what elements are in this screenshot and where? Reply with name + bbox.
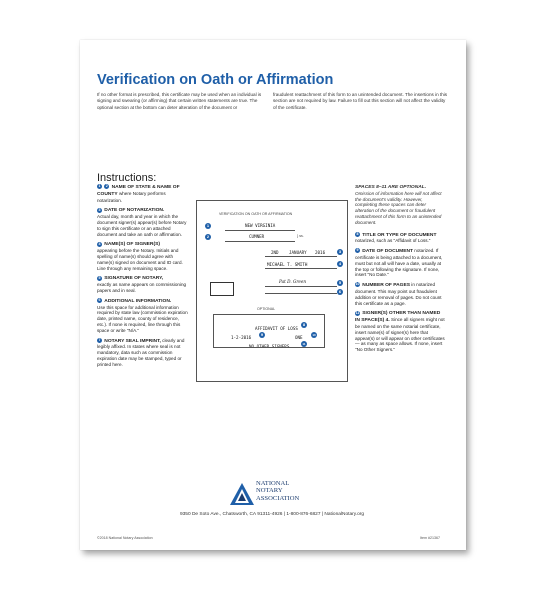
form-doc-date-value: 1-2-2016 bbox=[231, 335, 252, 340]
step-number-badge: 1 bbox=[98, 184, 101, 189]
form-optional-label: OPTIONAL bbox=[257, 307, 276, 311]
step-number-badge: 5 bbox=[98, 275, 101, 280]
page-title: Verification on Oath or Affirmation bbox=[97, 72, 334, 88]
form-callout-badge: 1 bbox=[206, 223, 210, 228]
form-ss-text: } ss. bbox=[297, 234, 304, 238]
item-code: Item #21367 bbox=[420, 536, 440, 540]
instruction-item bbox=[355, 282, 445, 306]
instruction-head: SIGNATURE OF NOTARY, bbox=[104, 276, 164, 282]
instruction-head: NAME(S) OF SIGNER(S) bbox=[104, 242, 160, 248]
instruction-item bbox=[97, 338, 189, 368]
form-callout-badge: 8 bbox=[302, 322, 306, 327]
step-number-badge: 11 bbox=[355, 310, 360, 315]
form-header-text: VERIFICATION ON OATH OR AFFIRMATION bbox=[219, 212, 293, 216]
optional-note-body: Omission of information here will not affect the document's validity. However, completing these spaces can deter alteration of the document or fraudulent reattachment of this form to an unintended document. bbox=[355, 190, 442, 225]
nna-triangle-logo-icon bbox=[229, 482, 255, 506]
instruction-item bbox=[97, 275, 189, 293]
instructions-right-column bbox=[355, 184, 445, 357]
instructions-heading: Instructions: bbox=[97, 172, 157, 184]
form-line bbox=[225, 241, 295, 242]
form-doc-title-value: AFFIDAVIT OF LOSS bbox=[255, 326, 298, 331]
instruction-body: Actual day, month and year in which the document signer(s) appear(s) before Notary to sign this certificate or an attached document and take an oath or affirmation. bbox=[97, 214, 187, 237]
form-callout-badge: 5 bbox=[338, 280, 342, 285]
form-callout-badge: 11 bbox=[302, 342, 306, 346]
instruction-body: notarized. If certificate is being attached to a document, must but not all will have a date, usually at the top or following the signature. If none, insert "No Date." bbox=[355, 248, 443, 278]
notary-signature: Pat D. Green bbox=[279, 279, 307, 284]
form-date-month: JANUARY bbox=[289, 250, 307, 255]
optional-section-box bbox=[213, 314, 325, 348]
form-callout-badge: 4 bbox=[338, 261, 342, 266]
instruction-head: DATE OF DOCUMENT bbox=[362, 249, 413, 255]
step-number-badge: 7 bbox=[98, 337, 101, 342]
copyright-text: ©2018 National Notary Association bbox=[97, 536, 153, 540]
form-callout-badge: 2 bbox=[206, 234, 210, 239]
instruction-body: appearing before the Notary. Initials and spelling of name(s) should agree with name(s) signed on document and ID card. Line through any remaining space. bbox=[97, 248, 183, 271]
optional-note-head: SPACES 8–11 ARE OPTIONAL. bbox=[355, 185, 427, 190]
instruction-item bbox=[97, 241, 189, 271]
instruction-item bbox=[355, 248, 445, 278]
step-number-badge: 6 bbox=[98, 298, 101, 303]
instruction-head: SIGNER(S) OTHER THAN NAMED IN SPACE(S) 4. bbox=[355, 311, 441, 324]
org-name-line: NATIONAL bbox=[256, 480, 290, 487]
form-signer-value: MICHAEL T. SMITH bbox=[267, 262, 308, 267]
instruction-body: Use this space for additional information required by state law (commission expiration date, printed name, county of residence, etc.). If none is required, line through this space or write "N/A." bbox=[97, 304, 188, 333]
instruction-body: notarized, such as "Affidavit of Loss." bbox=[355, 238, 431, 244]
step-number-badge: 9 bbox=[356, 248, 359, 253]
instruction-head: NUMBER OF PAGES bbox=[362, 283, 411, 289]
form-callout-badge: 6 bbox=[338, 289, 342, 294]
instruction-body: in notarized document. This may point out fraudulent addition or removal of pages. Do not count this certificate as a page. bbox=[355, 282, 442, 306]
instruction-item bbox=[97, 184, 189, 203]
form-callout-badge: 9 bbox=[260, 332, 264, 337]
instruction-head: ADDITIONAL INFORMATION. bbox=[104, 298, 172, 304]
form-callout-badge: 3 bbox=[338, 249, 342, 254]
optional-note bbox=[355, 184, 445, 226]
intro-right-text: fraudulent reattachment of this form to an unintended document. The insertions in this section are not required by law. Failure to fill out this section will not affect the validity of the certificate. bbox=[273, 92, 448, 110]
contact-address: 9350 De Soto Ave., Chatsworth, CA 91311-4926 | 1-800-876-6827 | NationalNotary.org bbox=[179, 512, 365, 517]
organization-name bbox=[256, 480, 299, 502]
form-state-value: NEW VIRGINIA bbox=[245, 223, 276, 228]
form-county-value: CUMNER bbox=[249, 234, 265, 239]
form-line bbox=[265, 256, 337, 257]
form-date-year: 2016 bbox=[315, 250, 326, 255]
form-pages-value: ONE bbox=[295, 335, 303, 340]
step-number-badge: 4 bbox=[98, 241, 101, 246]
step-number-badge: 8 bbox=[356, 231, 359, 236]
instruction-body: exactly as name appears on commissioning papers and in seal. bbox=[97, 282, 187, 293]
org-name-line: NOTARY bbox=[256, 487, 283, 495]
intro-left-text: If no other format is prescribed, this certificate may be used when an individual is signing and swearing (or affirming) that certain written statements are true. The optional section at the bottom can deter alteration of the document or bbox=[97, 92, 262, 110]
form-line bbox=[225, 230, 295, 231]
instruction-item bbox=[355, 232, 445, 245]
step-number-badge: 2 bbox=[105, 184, 108, 189]
instruction-item bbox=[355, 310, 445, 353]
org-name-line: ASSOCIATION bbox=[256, 494, 300, 502]
instruction-item bbox=[97, 207, 189, 237]
instruction-body: Since all signers might not be named on the same notarial certificate, insert name(s) of signer(s) here that appear(s) or will appear on other certificates — as many as space allows. If none, insert "No Other Signers." bbox=[355, 317, 445, 353]
form-line bbox=[265, 286, 337, 287]
notary-seal-placeholder bbox=[210, 282, 234, 296]
instructions-left-column bbox=[97, 184, 189, 372]
form-line bbox=[265, 268, 337, 269]
step-number-badge: 10 bbox=[355, 282, 360, 287]
instruction-item bbox=[97, 298, 189, 334]
instruction-head: NAME OF STATE & NAME OF COUNTY bbox=[97, 185, 180, 197]
instruction-body: where Notary performs notarization. bbox=[97, 190, 166, 203]
step-number-badge: 3 bbox=[98, 207, 101, 212]
instruction-head: NOTARY SEAL IMPRINT, bbox=[104, 338, 161, 344]
instruction-head: DATE OF NOTARIZATION. bbox=[104, 208, 165, 214]
instruction-head: TITLE OR TYPE OF DOCUMENT bbox=[362, 232, 437, 238]
form-other-signers-value: NO OTHER SIGNERS bbox=[249, 344, 290, 349]
form-line bbox=[265, 293, 337, 294]
instruction-body: clearly and legibly affixed. In states where seal is not mandatory, data such as commission expiration date may be stamped, typed or printed here. bbox=[97, 337, 185, 367]
form-date-day: 2ND bbox=[271, 250, 279, 255]
form-callout-badge: 10 bbox=[312, 333, 316, 337]
